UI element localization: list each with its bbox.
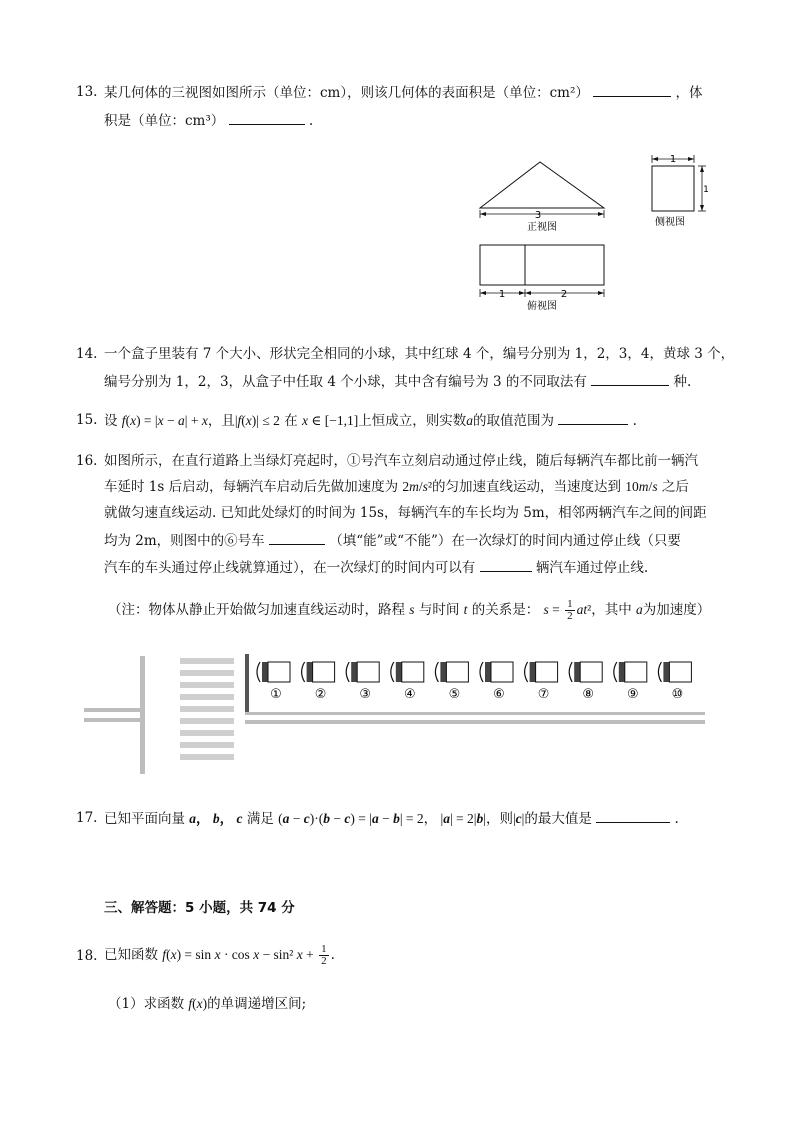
road-edge-bottom-right <box>245 720 705 724</box>
car-label: ⑩ <box>671 687 684 702</box>
q17-abs-c: |c| <box>512 811 525 826</box>
q18-text-2: . <box>330 947 335 963</box>
q16-formula-s: s = $\frac{1}{2}$ at² <box>543 598 592 623</box>
q16-text-4a: 均为 2m，则图中的⑥号车 <box>104 533 265 549</box>
car-4 <box>391 662 424 702</box>
q16-text-2b: 的匀加速直线运动，当速度达到 <box>432 479 621 495</box>
q15-text-4: 上恒成立，则实数 <box>358 413 467 429</box>
q18-sub1-f: f(x) <box>188 996 208 1011</box>
q15-text-1: 设 <box>104 413 118 429</box>
q16-note-c: 的关系是： <box>471 602 540 618</box>
q16-note-d: ，其中 <box>591 602 632 618</box>
q16-text-5a: 汽车的车头通过停止线就算通过），在一次绿灯的时间内可以有 <box>104 560 476 576</box>
car-label: ③ <box>359 687 372 702</box>
q17-text-3: ，则 <box>485 811 513 827</box>
q16-blank-can[interactable] <box>269 530 325 545</box>
q16-blank-count[interactable] <box>480 557 532 572</box>
q15-var-a: a <box>466 413 473 428</box>
q15-blank[interactable] <box>558 410 628 425</box>
car-1 <box>257 662 290 702</box>
car-label: ⑦ <box>537 687 550 702</box>
car-10 <box>658 662 691 702</box>
top-view <box>480 245 604 312</box>
q17-condition: (a − c)·(b − c) = |a − b| = 2， |a| = 2|b| <box>278 811 486 826</box>
car-label: ⑤ <box>448 687 461 702</box>
q16-var-s: s <box>409 602 415 617</box>
side-dim-width: 1 <box>669 154 677 165</box>
q18-text-1: 已知函数 <box>104 947 158 963</box>
stop-line <box>245 654 249 714</box>
section-3-heading: 三、解答题：5 小题，共 74 分 <box>104 900 295 916</box>
q16-note-b: 与时间 <box>418 602 460 618</box>
car-label: ④ <box>403 687 416 702</box>
q17-text-2: 满足 <box>246 811 274 827</box>
q17-text-5: . <box>674 811 679 827</box>
q14-text-1: 一个盒子里装有 7 个大小、形状完全相同的小球，其中红球 4 个，编号分别为 1，2，3，4，黄球 3 个， <box>104 346 735 362</box>
side-view <box>652 154 709 228</box>
q16-accel: 2m/s² <box>402 479 432 494</box>
q16-text-4b: （填“能”或“不能”）在一次绿灯的时间内通过停止线（只要 <box>329 533 681 549</box>
q13-blank-surface-area[interactable] <box>593 82 671 97</box>
q17-blank[interactable] <box>596 808 670 823</box>
q13-number: 13. <box>76 84 98 100</box>
q15-formula-f: f(x) = |x − a| + x <box>121 413 208 428</box>
car-6 <box>480 662 513 702</box>
q16-note-a: （注：物体从静止开始做匀加速直线运动时，路程 <box>108 602 405 618</box>
q16-text-1: 如图所示，在直行道路上当绿灯亮起时，①号汽车立刻启动通过停止线，随后每辆汽车都比前一辆汽 <box>104 453 698 469</box>
q16-text-2a: 车延时 1s 后启动，每辆汽车启动后先做加速度为 <box>104 479 399 495</box>
q15-formula-domain: x ∈ [−1,1] <box>302 413 359 428</box>
q16-speed: 10m/s <box>625 479 658 494</box>
q13-text-2a: 积是（单位：cm³） <box>104 113 225 129</box>
car-label: ⑧ <box>582 687 595 702</box>
road-figure <box>84 650 714 780</box>
car-3 <box>346 662 379 702</box>
q15-number: 15. <box>76 412 98 428</box>
q16-text-5b: 辆汽车通过停止线. <box>535 560 649 576</box>
crosswalk <box>180 658 234 760</box>
car-label: ⑨ <box>626 687 639 702</box>
q15-formula-ineq: |f(x)| ≤ 2 <box>234 413 280 428</box>
q16-text-3: 就做匀速直线运动. 已知此处绿灯的时间为 15s，每辆汽车的车长均为 5m，相邻两辆汽车之间的间距 <box>104 505 707 521</box>
q13-blank-volume[interactable] <box>229 110 305 125</box>
car-label: ⑥ <box>493 687 505 702</box>
car-8 <box>569 662 602 702</box>
q13-text-2b: . <box>308 113 314 129</box>
q15-text-6: . <box>632 413 637 429</box>
top-dim-a: 1 <box>498 289 506 300</box>
q17-text-1: 已知平面向量 <box>104 811 185 827</box>
side-dim-height: 1 <box>703 185 709 195</box>
q17-text-4: 的最大值是 <box>524 811 592 827</box>
q16-var-t: t <box>463 602 468 617</box>
top-view-label: 俯视图 <box>527 301 557 312</box>
road-edge-bottom-left <box>84 718 145 722</box>
q15-text-3: 在 <box>284 413 298 429</box>
q16-number: 16. <box>76 453 98 469</box>
front-dim-label: 3 <box>534 210 542 221</box>
q18-function: f(x) = sin x · cos x − sin² x + $\frac{1}{2}$ <box>162 943 327 968</box>
q16-text-2c: 之后 <box>661 479 689 495</box>
q14-text-2a: 编号分别为 1，2，3，从盒子中任取 4 个小球，其中含有编号为 3 的不同取法有 <box>104 374 587 390</box>
q16-var-a: a <box>636 602 643 617</box>
top-dim-b: 2 <box>560 289 568 300</box>
q17-vectors: a， b， c <box>189 811 243 826</box>
car-queue <box>257 662 691 702</box>
q18-sub1-a: （1）求函数 <box>108 996 185 1012</box>
road-edge-left <box>140 656 145 774</box>
q15-text-2: ，且 <box>207 413 235 429</box>
q15-text-5: 的取值范围为 <box>472 413 554 429</box>
q13-text-1b: ，体 <box>675 85 703 101</box>
side-view-label: 侧视图 <box>655 217 685 228</box>
car-2 <box>302 662 335 702</box>
q14-blank[interactable] <box>591 371 669 386</box>
q18-sub1-b: 的单调递增区间; <box>207 996 307 1012</box>
car-7 <box>525 662 558 702</box>
q14-number: 14. <box>76 346 98 362</box>
three-view-figure <box>470 150 730 320</box>
front-view-label: 正视图 <box>527 222 557 233</box>
car-5 <box>435 662 468 702</box>
lane-line <box>245 712 705 715</box>
q13-text-1a: 某几何体的三视图如图所示（单位：cm），则该几何体的表面积是（单位：cm²） <box>104 85 589 101</box>
car-9 <box>614 662 647 702</box>
q17-number: 17. <box>76 810 98 826</box>
q14-text-2b: 种. <box>673 374 692 390</box>
road-edge-top-left <box>84 708 145 712</box>
q18-number: 18. <box>76 948 98 964</box>
car-label: ② <box>314 687 327 702</box>
car-label: ① <box>270 687 282 702</box>
front-view <box>480 162 604 233</box>
q16-note-e: 为加速度） <box>642 602 711 618</box>
